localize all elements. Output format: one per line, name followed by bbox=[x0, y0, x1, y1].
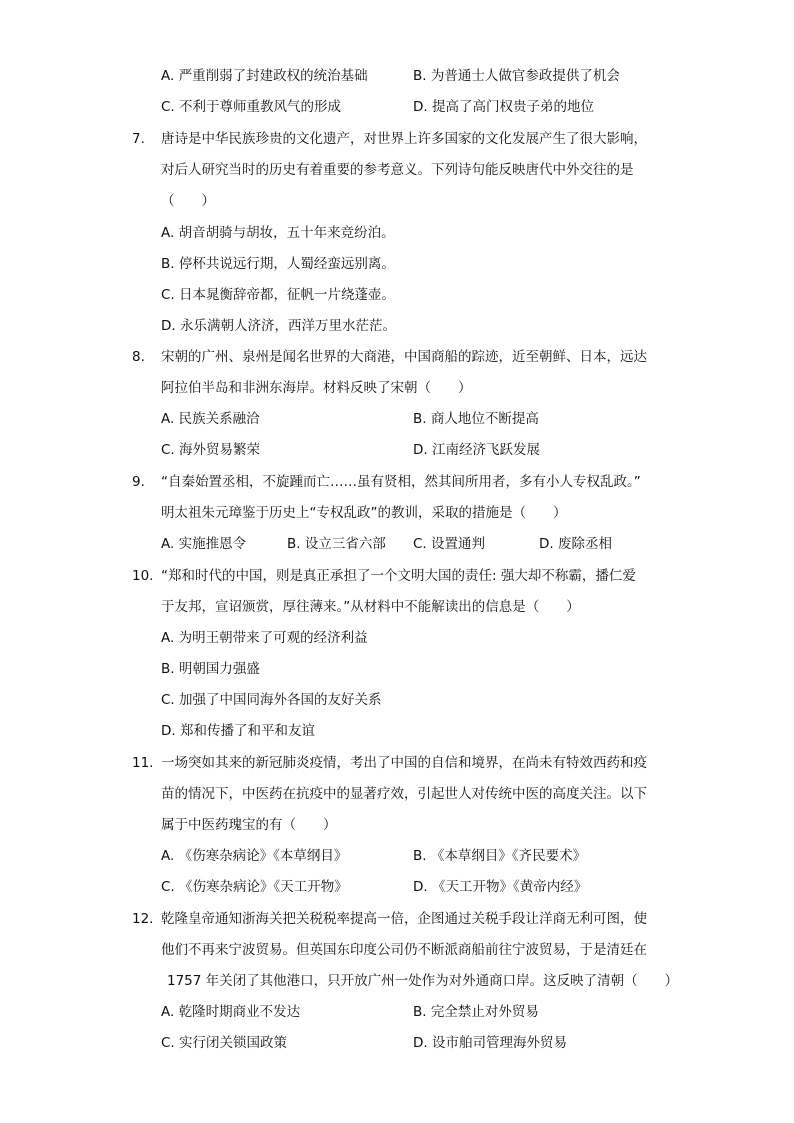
q9-stem-line-1: “自秦始置丞相，不旋踵而亡……虽有贤相，然其间所用者，多有小人专权乱政。” bbox=[161, 474, 641, 490]
q8-option-d: D. 江南经济飞跃发展 bbox=[413, 442, 540, 458]
q6-option-c: C. 不利于尊师重教风气的形成 bbox=[161, 99, 342, 115]
q11-option-a: A. 《伤寒杂病论》《本草纲目》 bbox=[161, 848, 348, 864]
q9-option-d: D. 废除丞相 bbox=[539, 536, 612, 552]
q7-stem-line-1: 唐诗是中华民族珍贵的文化遗产，对世界上许多国家的文化发展产生了很大影响， bbox=[161, 131, 647, 147]
q10-number: 10. bbox=[132, 568, 154, 584]
q10-stem-line-1: “郑和时代的中国，则是真正承担了一个文明大国的责任: 强大却不称霸，播仁爱 bbox=[161, 568, 636, 584]
q7-stem-line-3: （ ） bbox=[161, 193, 215, 209]
q10-stem-line-2: 于友邦，宣诏颁赏，厚往薄来。”从材料中不能解读出的信息是（ ） bbox=[161, 599, 580, 615]
q7-option-b: B. 停杯共说远行期，人蜀经蛮远别离。 bbox=[161, 256, 395, 272]
q11-number: 11. bbox=[132, 755, 154, 771]
q12-option-c: C. 实行闭关锁国政策 bbox=[161, 1035, 288, 1051]
q6-option-d: D. 提高了高门权贵子弟的地位 bbox=[413, 99, 594, 115]
q9-option-c: C. 设置通判 bbox=[413, 536, 486, 552]
q12-stem-line-2: 他们不再来宁波贸易。但英国东印度公司仍不断派商船前往宁波贸易，于是清廷在 bbox=[161, 942, 647, 958]
q10-option-c: C. 加强了中国同海外各国的友好关系 bbox=[161, 692, 382, 708]
q11-stem-line-3: 属于中医药瑰宝的有（ ） bbox=[161, 817, 337, 833]
q11-option-c: C. 《伤寒杂病论》《天工开物》 bbox=[161, 879, 348, 895]
q8-option-a: A. 民族关系融洽 bbox=[161, 411, 260, 427]
q7-option-c: C. 日本晁衡辞帝都，征帆一片绕蓬壶。 bbox=[161, 287, 396, 303]
q10-option-b: B. 明朝国力强盛 bbox=[161, 661, 260, 677]
q8-option-c: C. 海外贸易繁荣 bbox=[161, 442, 261, 458]
q8-option-b: B. 商人地位不断提高 bbox=[413, 411, 539, 427]
q8-number: 8. bbox=[132, 349, 145, 365]
q6-option-a: A. 严重削弱了封建政权的统治基础 bbox=[161, 68, 368, 84]
q7-stem-line-2: 对后人研究当时的历史有着重要的参考意义。下列诗句能反映唐代中外交往的是 bbox=[161, 162, 634, 178]
q11-stem-line-1: 一场突如其来的新冠肺炎疫情，考出了中国的自信和境界，在尚未有特效西药和疫 bbox=[161, 755, 647, 771]
q9-option-a: A. 实施推恩令 bbox=[161, 536, 247, 552]
q12-stem-line-1: 乾隆皇帝通知浙海关把关税税率提高一倍，企图通过关税手段让洋商无利可图，使 bbox=[161, 911, 647, 927]
q9-option-b: B. 设立三省六部 bbox=[287, 536, 386, 552]
q9-number: 9. bbox=[132, 474, 145, 490]
q12-number: 12. bbox=[132, 911, 154, 927]
q11-option-b: B. 《本草纲目》《齐民要术》 bbox=[413, 848, 587, 864]
q7-option-d: D. 永乐满朝人济济，西洋万里水茫茫。 bbox=[161, 318, 396, 334]
q12-stem-line-3: 1757 年关闭了其他港口，只开放广州一处作为对外通商口岸。这反映了清朝（ ） bbox=[167, 973, 679, 989]
q10-option-d: D. 郑和传播了和平和友谊 bbox=[161, 723, 315, 739]
q7-number: 7. bbox=[132, 131, 145, 147]
q6-option-b: B. 为普通士人做官参政提供了机会 bbox=[413, 68, 620, 84]
q10-option-a: A. 为明王朝带来了可观的经济利益 bbox=[161, 630, 368, 646]
q12-option-b: B. 完全禁止对外贸易 bbox=[413, 1004, 539, 1020]
q8-stem-line-2: 阿拉伯半岛和非洲东海岸。材料反映了宋朝（ ） bbox=[161, 380, 472, 396]
q12-option-d: D. 设市舶司管理海外贸易 bbox=[413, 1035, 567, 1051]
q11-option-d: D. 《天工开物》《黄帝内经》 bbox=[413, 879, 588, 895]
q9-stem-line-2: 明太祖朱元璋鉴于历史上“专权乱政”的教训，采取的措施是（ ） bbox=[161, 505, 567, 521]
q8-stem-line-1: 宋朝的广州、泉州是闻名世界的大商港，中国商船的踪迹，近至朝鲜、日本，远达 bbox=[161, 349, 647, 365]
q11-stem-line-2: 苗的情况下，中医药在抗疫中的显著疗效，引起世人对传统中医的高度关注。以下 bbox=[161, 786, 647, 802]
q12-option-a: A. 乾隆时期商业不发达 bbox=[161, 1004, 301, 1020]
q7-option-a: A. 胡音胡骑与胡妆，五十年来竞纷泊。 bbox=[161, 225, 395, 241]
